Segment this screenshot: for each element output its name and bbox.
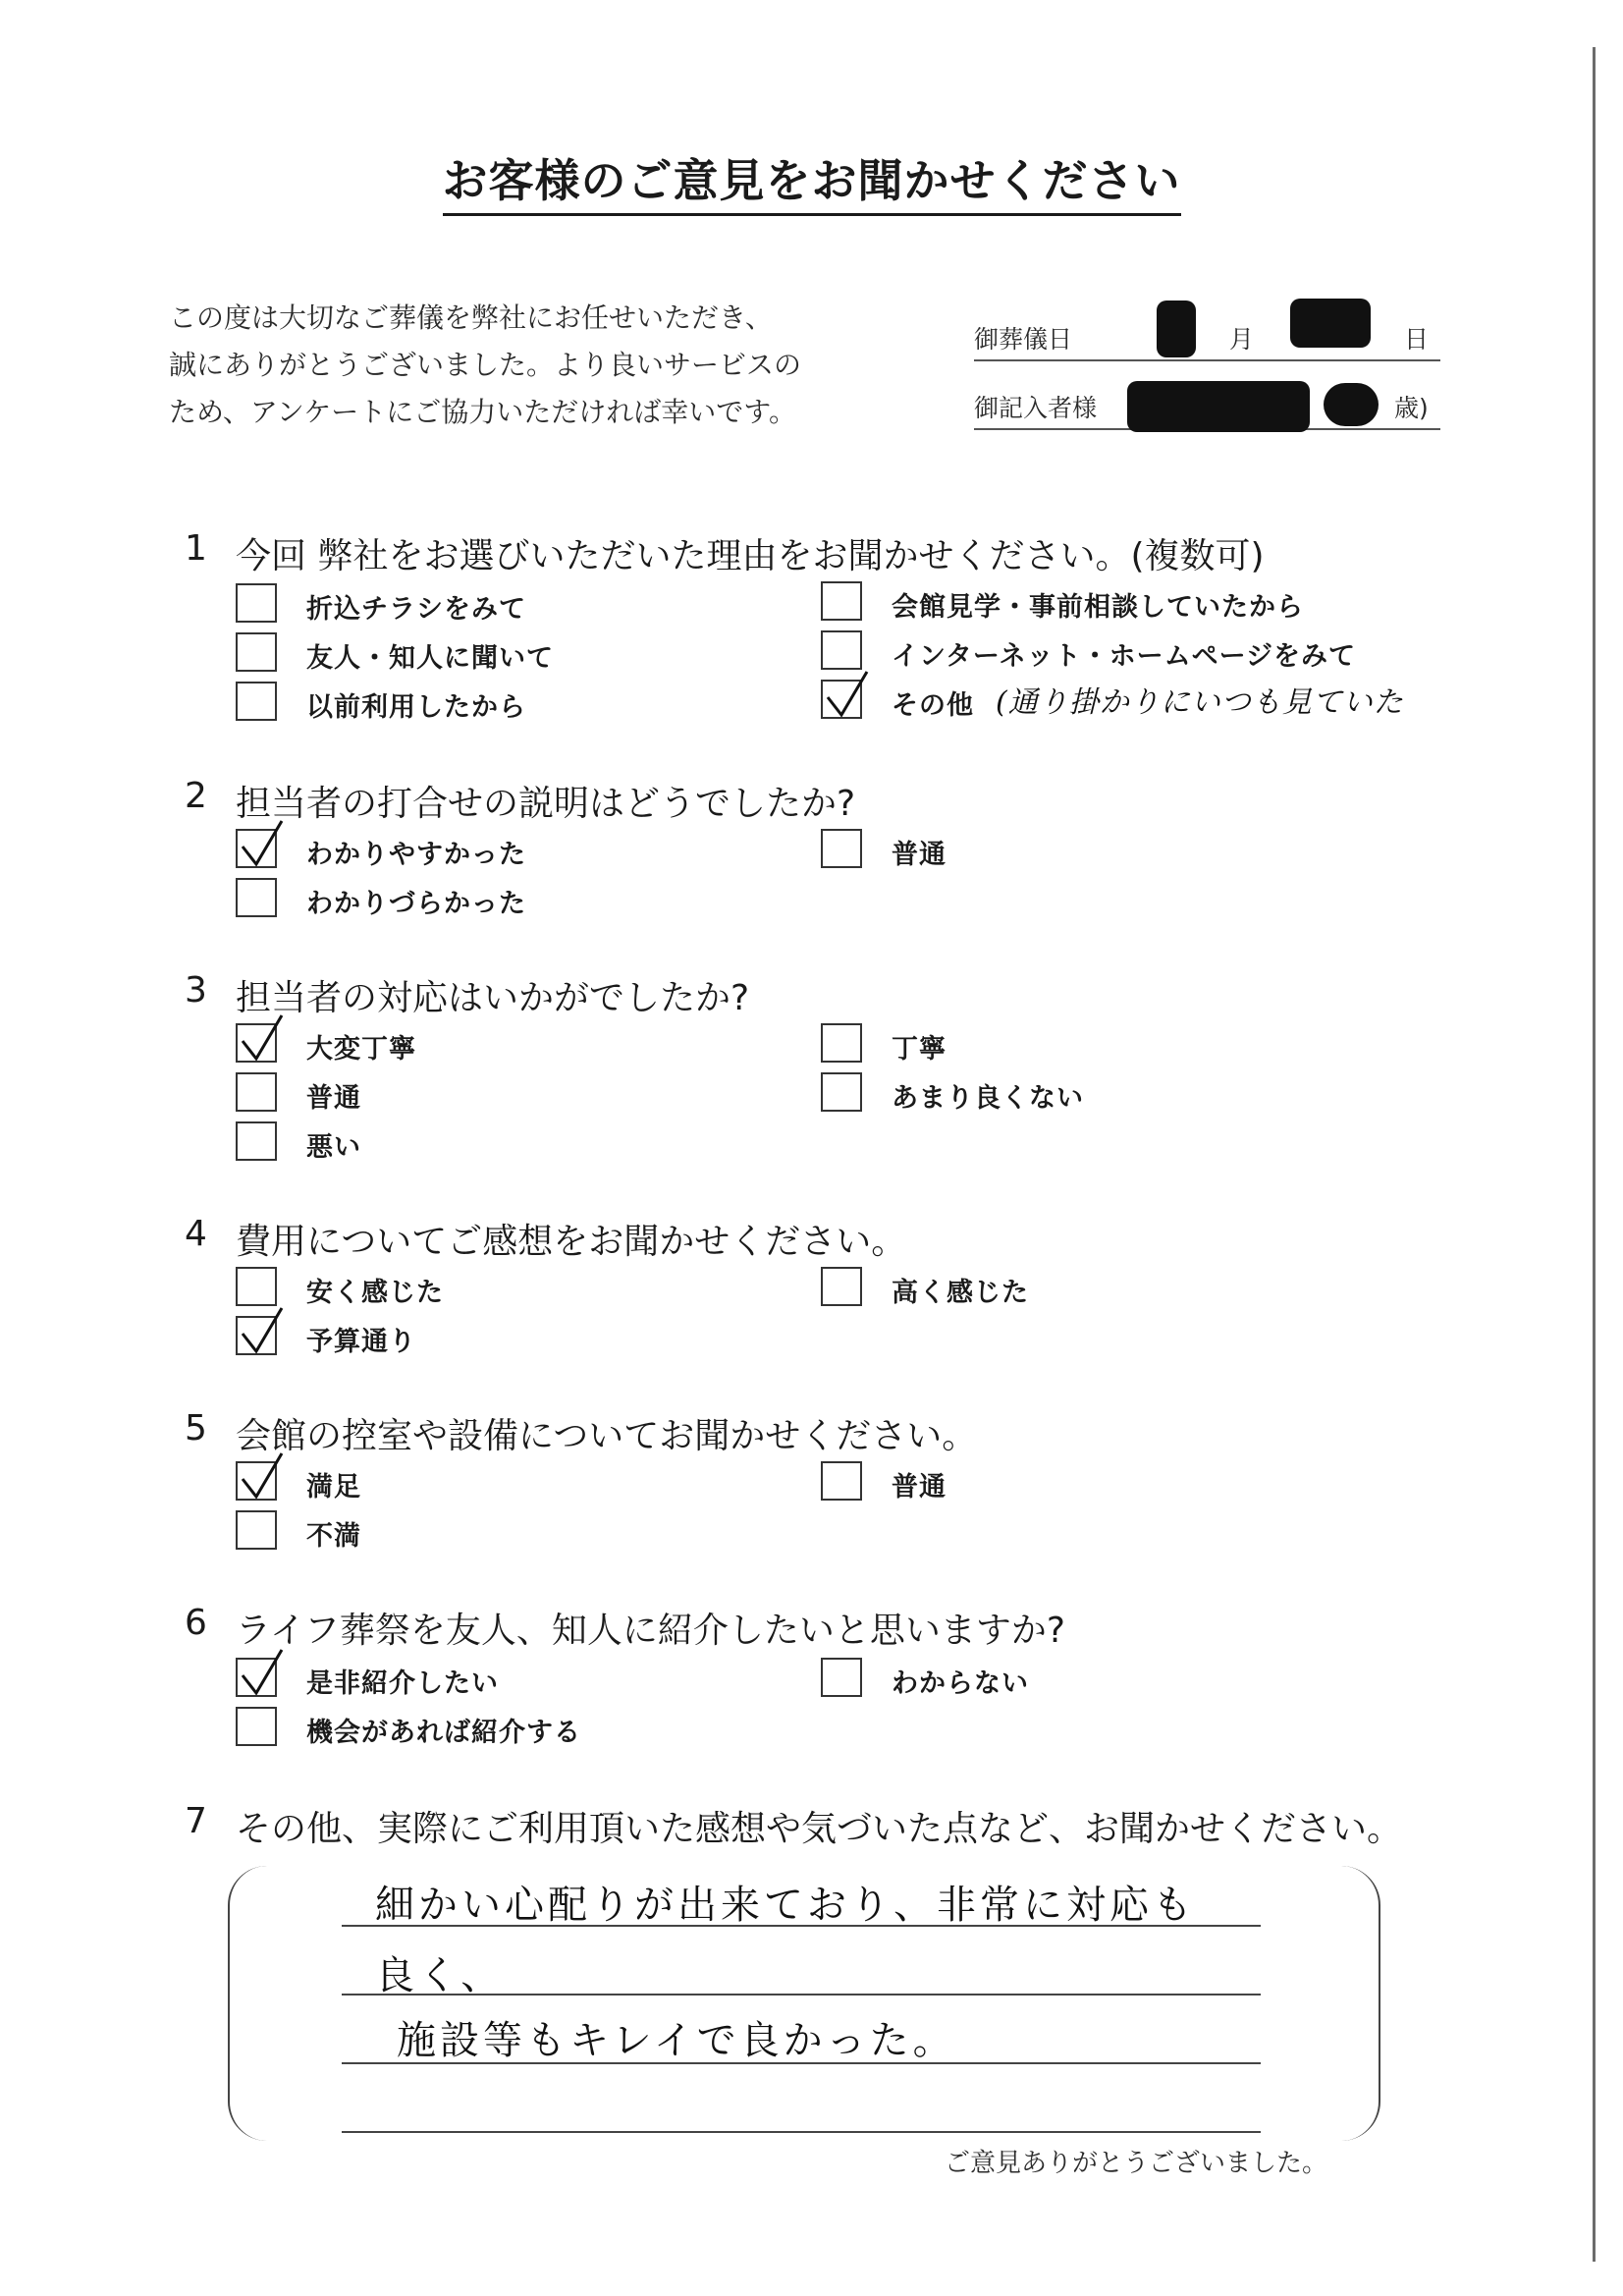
q6-number: 6	[185, 1603, 207, 1643]
checkbox[interactable]	[236, 1267, 277, 1306]
q7-number: 7	[185, 1801, 207, 1841]
option-label: 普通	[892, 1472, 947, 1503]
q7-title: その他、実際にご利用頂いた感想や気づいた点など、お聞かせください。	[236, 1809, 1403, 1849]
day-unit: 日	[1404, 325, 1430, 354]
checkbox[interactable]	[236, 632, 277, 672]
option-label: インターネット・ホームページをみて	[892, 641, 1357, 672]
checkbox[interactable]	[821, 1072, 862, 1112]
q3-title: 担当者の対応はいかがでしたか?	[236, 978, 750, 1018]
redacted-name	[1127, 381, 1310, 432]
footer-thanks: ご意見ありがとうございました。	[945, 2149, 1328, 2178]
checkbox[interactable]	[821, 630, 862, 670]
form-title: お客様のご意見をお聞かせください	[0, 145, 1623, 210]
intro-text	[169, 295, 801, 436]
checkbox[interactable]	[236, 878, 277, 917]
option-label: わかりづらかった	[306, 889, 526, 919]
option-label: あまり良くない	[892, 1083, 1084, 1114]
check-mark-icon	[239, 1449, 284, 1504]
checkbox[interactable]	[821, 1461, 862, 1501]
redacted-age	[1324, 383, 1379, 426]
option-label: 安く感じた	[306, 1278, 444, 1308]
option-label: 予算通り	[306, 1327, 416, 1357]
check-mark-icon	[239, 1304, 284, 1359]
option-label: 友人・知人に聞いて	[306, 643, 554, 674]
option-label: 満足	[306, 1472, 361, 1503]
checkbox[interactable]	[821, 1658, 862, 1697]
intro-line: 誠にありがとうございました。より良いサービスの	[169, 349, 802, 381]
respondent-row	[974, 389, 1440, 430]
check-mark-icon	[239, 817, 284, 872]
q2-title: 担当者の打合せの説明はどうでしたか?	[236, 784, 856, 824]
q4-number: 4	[185, 1214, 207, 1254]
option-label: その他	[892, 690, 974, 721]
option-label: 普通	[892, 840, 947, 870]
q3-number: 3	[185, 970, 207, 1011]
option-label: 是非紹介したい	[306, 1668, 499, 1699]
option-label: 会館見学・事前相談していたから	[892, 592, 1304, 623]
respondent-label: 御記入者様	[974, 394, 1098, 422]
comment-handwriting-line: 細かい心配りが出来ており、非常に対応も	[375, 1883, 1196, 1928]
option-label: わかりやすかった	[306, 840, 526, 870]
option-label: 高く感じた	[892, 1278, 1029, 1308]
page-edge-line	[1593, 47, 1596, 2262]
q5-title: 会館の控室や設備についてお聞かせください。	[236, 1416, 978, 1456]
intro-line: ため、アンケートにご協力いただければ幸いです。	[169, 396, 796, 428]
age-unit: 歳)	[1394, 394, 1429, 422]
q5-number: 5	[185, 1408, 207, 1449]
checkbox[interactable]	[821, 581, 862, 621]
month-unit: 月	[1229, 325, 1255, 354]
comment-rule-line	[342, 2131, 1261, 2133]
checkbox[interactable]	[236, 1121, 277, 1161]
checkbox[interactable]	[236, 682, 277, 721]
q2-number: 2	[185, 776, 207, 816]
checkbox[interactable]	[236, 1707, 277, 1746]
checkbox[interactable]	[236, 1072, 277, 1112]
q1-title: 今回 弊社をお選びいただいた理由をお聞かせください。(複数可)	[236, 536, 1265, 576]
checkbox[interactable]	[236, 583, 277, 623]
option-label: 大変丁寧	[306, 1034, 416, 1065]
redacted-day	[1290, 299, 1371, 348]
checkbox[interactable]	[236, 1510, 277, 1550]
option-label: 不満	[306, 1521, 361, 1552]
other-note-handwriting: (通り掛かりにいつも見ていた	[996, 685, 1404, 720]
option-label: 丁寧	[892, 1034, 947, 1065]
q6-title: ライフ葬祭を友人、知人に紹介したいと思いますか?	[236, 1611, 1065, 1651]
check-mark-icon	[239, 1646, 284, 1701]
redacted-month	[1157, 301, 1196, 357]
checkbox[interactable]	[821, 1267, 862, 1306]
option-label: 普通	[306, 1083, 361, 1114]
check-mark-icon	[824, 668, 869, 723]
option-label: 折込チラシをみて	[306, 594, 526, 625]
intro-line: この度は大切なご葬儀を弊社にお任せいただき、	[169, 301, 773, 334]
comment-handwriting-line: 施設等もキレイで良かった。	[397, 2018, 956, 2063]
option-label: 悪い	[306, 1132, 361, 1163]
checkbox[interactable]	[821, 829, 862, 868]
comment-handwriting-line: 良く、	[375, 1953, 505, 1998]
option-label: 機会があれば紹介する	[306, 1718, 581, 1748]
option-label: わからない	[892, 1668, 1029, 1699]
funeral-date-label: 御葬儀日	[974, 325, 1073, 354]
q4-title: 費用についてご感想をお聞かせください。	[236, 1222, 907, 1262]
funeral-date-row	[974, 320, 1440, 361]
checkbox[interactable]	[821, 1023, 862, 1063]
q1-number: 1	[185, 528, 207, 569]
check-mark-icon	[239, 1011, 284, 1066]
option-label: 以前利用したから	[306, 692, 526, 723]
